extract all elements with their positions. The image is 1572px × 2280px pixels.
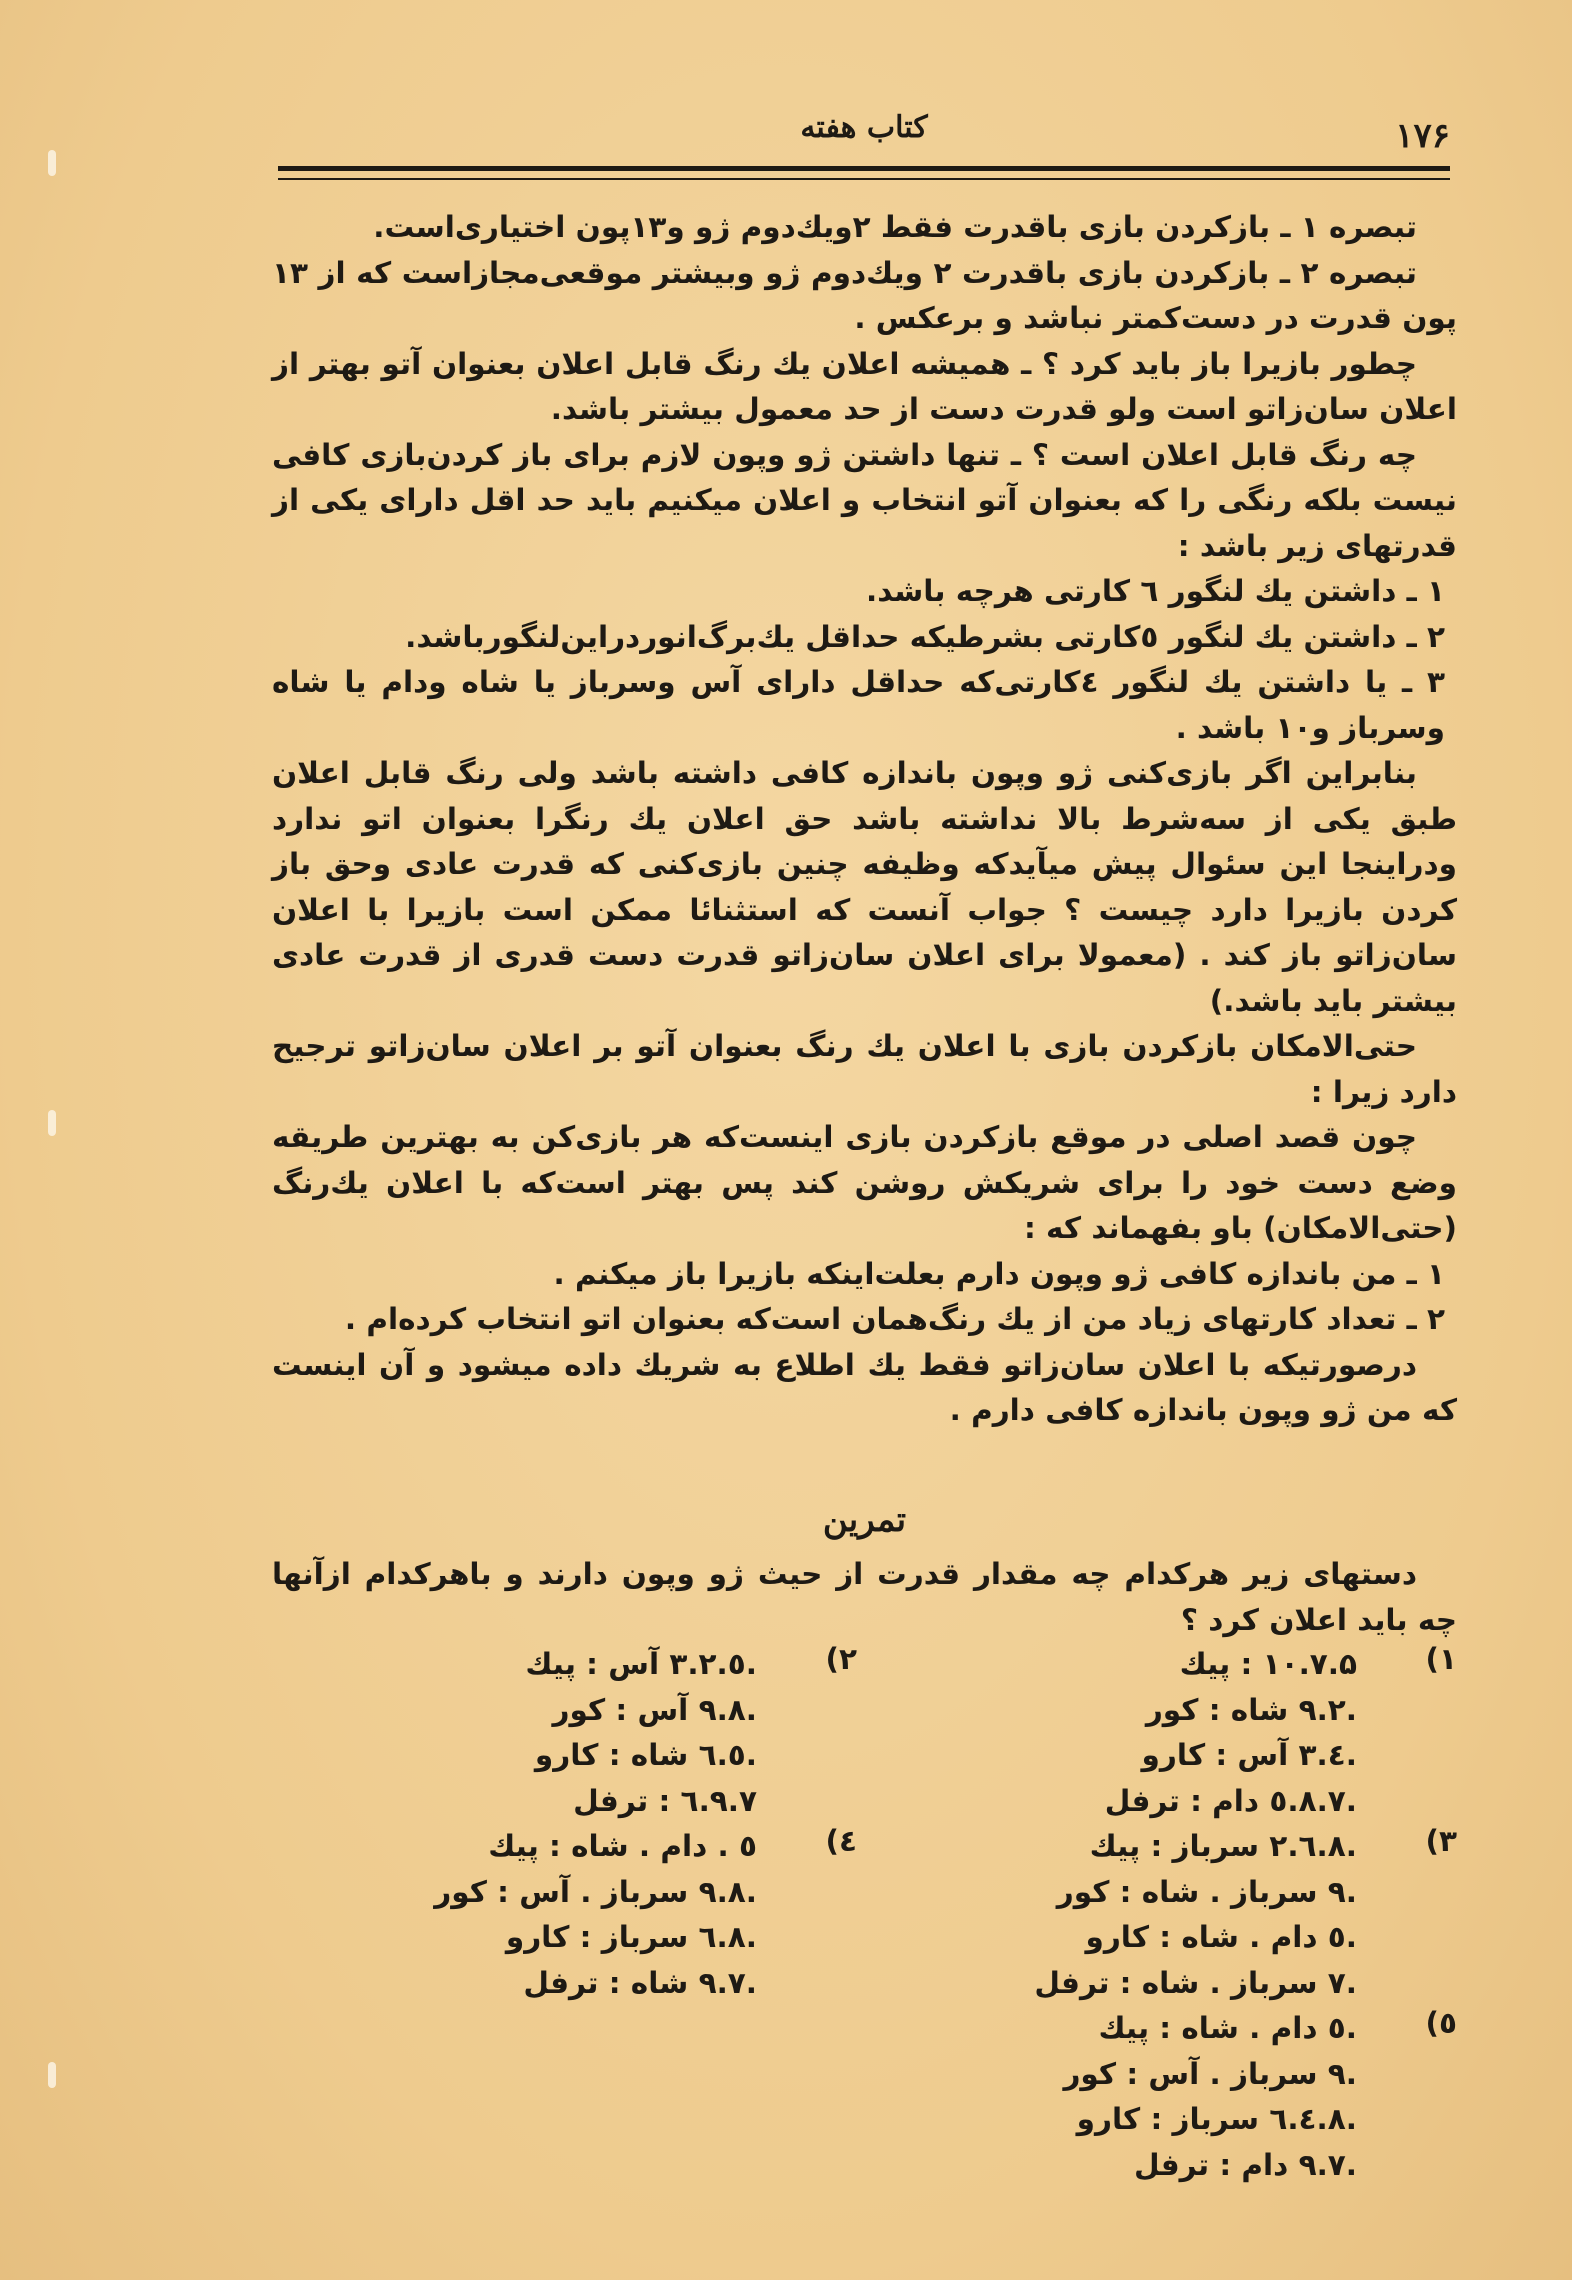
hand-line: .۹ سرباز . آس : کور — [1063, 2056, 1357, 2091]
note-2: تبصره ۲ ـ بازکردن بازی باقدرت ۲ ویك‌دوم ژو وبیشتر موقعی‌مجازاست که از ۱۳ پون قدرت در دست‌کمتر نباشد و برعکس . — [272, 255, 1457, 335]
hand-line: ۹.۷.٦ : ترفل — [573, 1783, 757, 1818]
hand-line: ۱۰.۷.۵ : پیك — [1179, 1647, 1357, 1681]
hand-line: .۹ سرباز . شاه : کور — [1056, 1874, 1357, 1909]
hand-line: .٥ دام . شاه : کارو — [1085, 1920, 1357, 1954]
hand-number: ٥) — [1425, 2006, 1457, 2040]
punch-hole-mark — [48, 2062, 56, 2088]
list-item: ۱ ـ من باندازه کافی ژو وپون دارم بعلت‌اینکه بازیرا باز میکنم . — [553, 1256, 1445, 1291]
page-number: ۱۷۶ — [1395, 116, 1450, 156]
list-item: ۲ ـ داشتن یك لنگور ٥کارتی بشرطیکه حداقل یك‌برگ‌انوردراین‌لنگورباشد. — [405, 619, 1445, 654]
hand-line: .۹.۷ شاه : ترفل — [523, 1965, 757, 2000]
exercise-heading: تمرین — [822, 1500, 907, 1540]
hand-line: .٥ دام . شاه : پیك — [1098, 2011, 1357, 2045]
hand-2 — [337, 1642, 857, 1824]
paragraph-conclusion: درصورتیکه با اعلان سان‌زاتو فقط یك اطلاع به شریك داده میشود و آن اینست که من ژو وپون باندازه کافی دارم . — [272, 1347, 1457, 1427]
exercise-intro-text: دستهای زیر هرکدام چه مقدار قدرت از حیث ژو وپون دارند و باهرکدام ازآنها چه باید اعلان کرد ؟ — [272, 1557, 1457, 1637]
header-rule-thin — [278, 178, 1450, 180]
hand-number: ۲) — [825, 1642, 857, 1676]
hand-line: .٤.۳ آس : کارو — [1141, 1738, 1357, 1772]
hand-line: .۹.۸ آس : کور — [552, 1692, 757, 1727]
page-header — [278, 110, 1450, 170]
hand-line: .۸.۷.٥ دام : ترفل — [1104, 1783, 1357, 1818]
hand-line: .۹.۸ سرباز . آس : کور — [434, 1874, 757, 1909]
list-item: ۳ ـ یا داشتن یك لنگور ٤کارتی‌که حداقل دارای آس وسرباز یا شاه ودام یا شاه وسرباز و۱۰ باشد . — [272, 665, 1445, 745]
hand-number: ۳) — [1425, 1824, 1457, 1858]
hand-number: ۱) — [1425, 1642, 1457, 1676]
paragraph-biddable-suit: چه رنگ قابل اعلان است ؟ ـ تنها داشتن ژو وپون لازم برای باز کردن‌بازی کافی نیست بلکه رنگی را که بعنوان آتو انتخاب و اعلان میکنیم باید حد اقل دارای یکی از قدرتهای زیر باشد : — [272, 437, 1457, 563]
hand-line: .۹.۲ شاه : کور — [1145, 1692, 1357, 1727]
hand-5 — [937, 2006, 1457, 2188]
list-item: ۲ ـ تعداد کارتهای زیاد من از یك رنگ‌همان است‌که بعنوان اتو انتخاب کرده‌ام . — [344, 1302, 1445, 1336]
header-rule-thick — [278, 166, 1450, 171]
hand-3 — [937, 1824, 1457, 2006]
article-body — [272, 205, 1457, 1434]
hand-1 — [937, 1642, 1457, 1824]
hand-line: .٦.٥ شاه : کارو — [534, 1738, 757, 1772]
hand-line: .٥.۳.۲ آس : پیك — [525, 1647, 757, 1681]
paragraph-main-intent: چون قصد اصلی در موقع بازکردن بازی اینست‌که هر بازی‌کن به بهترین طریقه وضع دست خود را برای شریکش روشن کند پس بهتر است‌که با اعلان یك‌رنگ (حتی‌الامکان) باو بفهماند که : — [272, 1120, 1457, 1245]
hand-line: .۸.٦ سرباز : کارو — [505, 1920, 757, 1954]
hand-number: ٤) — [825, 1824, 857, 1858]
paragraph-how-to-open: چطور بازیرا باز باید کرد ؟ ـ همیشه اعلان یك رنگ قابل اعلان بعنوان آتو بهتر از اعلان سان‌زاتو است ولو قدرت دست از حد معمول بیشتر باشد. — [272, 346, 1457, 426]
exercise-intro — [272, 1552, 1457, 1643]
hand-line: .۸.٦.۲ سرباز : پیك — [1089, 1829, 1357, 1863]
hand-line: .۹.۷ دام : ترفل — [1134, 2147, 1357, 2182]
running-title: کتاب هفته — [800, 110, 928, 145]
punch-hole-mark — [48, 1110, 56, 1136]
paragraph-preference: حتی‌الامکان بازکردن بازی با اعلان یك رنگ بعنوان آتو بر اعلان سان‌زاتو ترجیح دارد زیرا : — [272, 1029, 1457, 1109]
punch-hole-mark — [48, 150, 56, 176]
hand-line: .۸.٦.٤ سرباز : کارو — [1076, 2102, 1357, 2136]
hand-4 — [337, 1824, 857, 2006]
exercise-hands — [272, 1642, 1457, 2202]
note-1: تبصره ۱ ـ بازکردن بازی باقدرت فقط ۲ویك‌دوم ژو و۱۳پون اختیاری‌است. — [373, 210, 1417, 244]
list-item: ۱ ـ داشتن یك لنگور ٦ کارتی هرچه باشد. — [866, 574, 1445, 608]
hand-line: ٥ . دام . شاه : پیك — [488, 1829, 757, 1863]
hand-line: .۷ سرباز . شاه : ترفل — [1034, 1965, 1357, 2000]
paragraph-therefore: بنابراین اگر بازی‌کنی ژو وپون باندازه کافی داشته باشد ولی رنگ قابل اعلان طبق یکی از سه‌شرط بالا نداشته باشد حق اعلان یك رنگرا بعنوان اتو ندارد ودراینجا این سئوال پیش میآیدکه وظیفه چنین بازی‌کنی که قدرت عادی وحق باز کردن بازیرا دارد چیست ؟ جواب آنست که استثنائا ممکن است بازیرا با اعلان سان‌زاتو باز کند . (معمولا برای اعلان سان‌زاتو قدرت دست قدری از قدرت عادی بیشتر باید باشد.) — [272, 756, 1457, 1018]
